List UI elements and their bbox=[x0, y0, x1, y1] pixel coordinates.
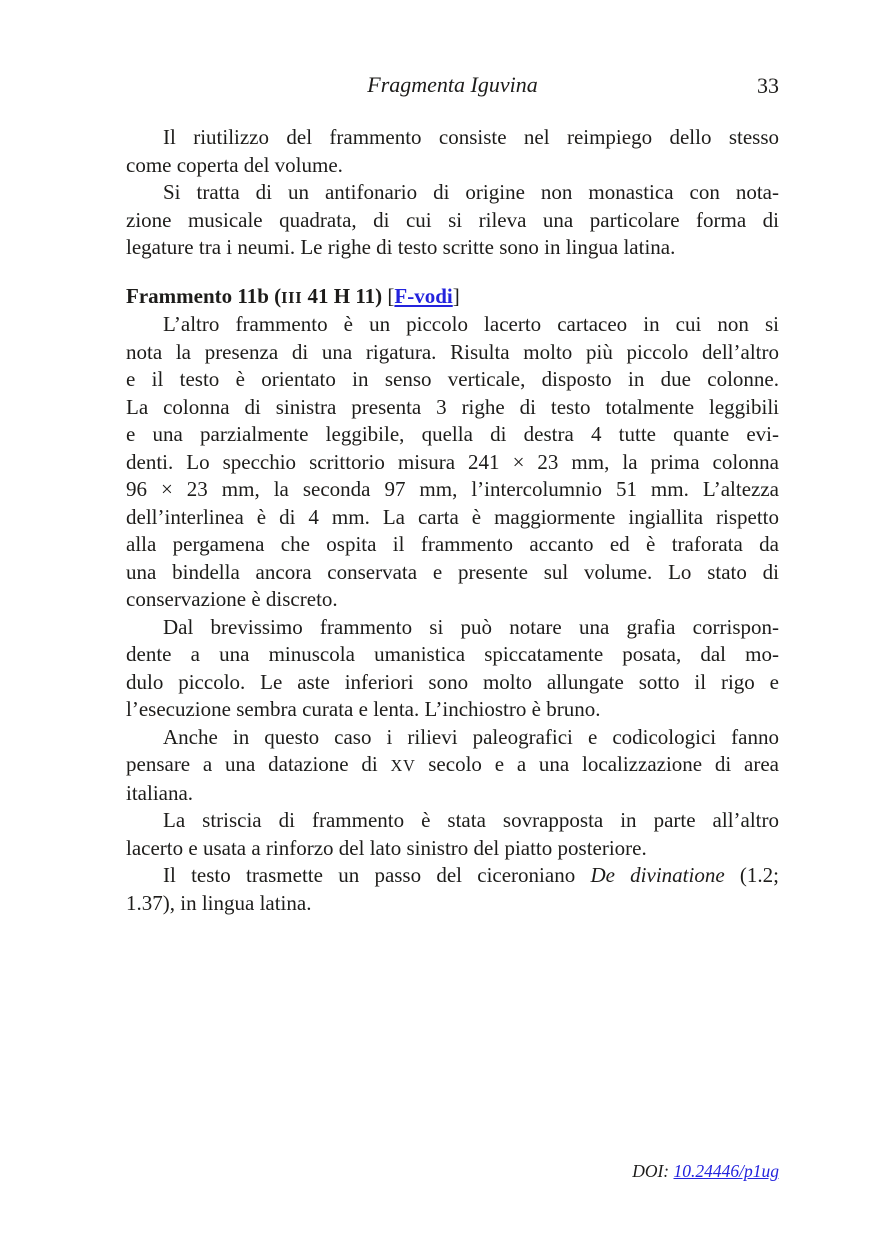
text-segment: III bbox=[281, 287, 303, 307]
paragraph bbox=[126, 179, 779, 262]
text-segment: zione musicale quadrata, di cui si rileva una particolare forma di bbox=[126, 207, 779, 232]
running-title: Fragmenta Iguvina bbox=[367, 72, 538, 97]
paragraph bbox=[126, 124, 779, 179]
paragraph bbox=[126, 311, 779, 614]
text-segment: Si tratta di un antifonario di origine non monastica con nota- bbox=[163, 180, 779, 204]
paragraph bbox=[126, 862, 779, 917]
text-segment: italiana. bbox=[126, 780, 194, 805]
text-line bbox=[126, 449, 779, 477]
text-segment: ] bbox=[452, 283, 460, 308]
text-segment: XV bbox=[390, 756, 416, 775]
text-segment: denti. Lo specchio scrittorio misura 241 × 23 mm, la prima colonna bbox=[126, 449, 779, 474]
text-segment: dell’interlinea è di 4 mm. La carta è maggiormente ingiallita rispetto bbox=[126, 504, 779, 529]
text-line bbox=[126, 780, 779, 808]
text-line bbox=[126, 559, 779, 587]
text-segment: legature tra i neumi. Le righe di testo scritte sono in lingua latina. bbox=[126, 235, 676, 259]
text-segment: nota la presenza di una rigatura. Risulta molto più piccolo dell’altro bbox=[126, 339, 779, 364]
text-line bbox=[126, 531, 779, 559]
text-segment: pensare a una datazione di bbox=[126, 752, 391, 776]
text-line bbox=[126, 669, 779, 697]
text-line bbox=[126, 586, 779, 614]
text-line bbox=[126, 207, 779, 235]
text-segment: Il riutilizzo del frammento consiste nel reimpiego dello stesso bbox=[163, 125, 779, 149]
text-column bbox=[126, 124, 779, 917]
paragraph bbox=[126, 807, 779, 862]
text-segment: 96 × 23 mm, la seconda 97 mm, l’intercolumnio 51 mm. L’altezza bbox=[126, 477, 779, 501]
text-line bbox=[126, 696, 779, 724]
text-segment: Frammento 11b ( bbox=[126, 283, 282, 308]
text-segment: conservazione è discreto. bbox=[126, 587, 338, 611]
text-segment: alla pergamena che ospita il frammento accanto ed è traforata da bbox=[126, 532, 779, 556]
section-heading bbox=[126, 283, 779, 312]
text-segment: l’esecuzione sembra curata e lenta. L’inchiostro è bruno. bbox=[126, 697, 601, 721]
text-segment: dulo piccolo. Le aste inferiori sono molto allungate sotto il rigo e bbox=[126, 669, 779, 694]
text-line bbox=[126, 152, 779, 180]
text-segment: secolo e a una localizzazione di area bbox=[415, 752, 779, 776]
text-segment: dente a una minuscola umanistica spiccatamente posata, dal mo- bbox=[126, 642, 779, 666]
text-segment: L’altro frammento è un piccolo lacerto cartaceo in cui non si bbox=[163, 312, 779, 336]
text-line bbox=[126, 366, 779, 394]
text-line bbox=[126, 807, 779, 835]
text-segment: (1.2; bbox=[724, 863, 779, 887]
text-line bbox=[126, 835, 779, 863]
text-segment: [ bbox=[387, 283, 395, 308]
text-line bbox=[126, 504, 779, 532]
text-segment: e il testo è orientato in senso verticale, disposto in due colonne. bbox=[126, 367, 779, 391]
text-line bbox=[126, 234, 779, 262]
text-line bbox=[126, 124, 779, 152]
footer bbox=[126, 1160, 779, 1182]
text-line bbox=[126, 476, 779, 504]
text-segment: Anche in questo caso i rilievi paleografici e codicologici fanno bbox=[163, 724, 779, 749]
paragraph bbox=[126, 724, 779, 808]
text-line bbox=[126, 421, 779, 449]
text-line bbox=[126, 283, 779, 312]
doi-label: DOI: bbox=[632, 1161, 674, 1181]
page-number: 33 bbox=[757, 73, 779, 98]
text-line bbox=[126, 339, 779, 367]
text-line bbox=[126, 890, 779, 918]
text-line bbox=[126, 394, 779, 422]
text-segment: Dal brevissimo frammento si può notare una grafia corrispon- bbox=[163, 614, 779, 639]
text-segment: De divinatione bbox=[590, 863, 725, 887]
text-segment: lacerto e usata a rinforzo del lato sinistro del piatto posteriore. bbox=[126, 835, 647, 860]
text-line bbox=[126, 311, 779, 339]
f-vodi-link[interactable]: F-vodi bbox=[394, 283, 453, 308]
text-segment: una bindella ancora conservata e presente sul volume. Lo stato di bbox=[126, 559, 779, 584]
text-segment: e una parzialmente leggibile, quella di destra 4 tutte quante evi- bbox=[126, 422, 779, 446]
text-line bbox=[126, 179, 779, 207]
text-segment: La striscia di frammento è stata sovrapposta in parte all’altro bbox=[163, 808, 779, 832]
text-segment: 41 H 11) bbox=[302, 283, 388, 308]
paragraph bbox=[126, 614, 779, 724]
text-segment: Il testo trasmette un passo del ciceroniano bbox=[163, 863, 591, 887]
text-line bbox=[126, 641, 779, 669]
text-line bbox=[126, 751, 779, 780]
text-segment: La colonna di sinistra presenta 3 righe di testo totalmente leggibili bbox=[126, 394, 779, 419]
text-segment: come coperta del volume. bbox=[126, 152, 343, 177]
text-segment: 1.37), in lingua latina. bbox=[126, 890, 312, 915]
text-line bbox=[126, 724, 779, 752]
text-line bbox=[126, 614, 779, 642]
doi-link[interactable]: 10.24446/p1ug bbox=[673, 1161, 779, 1181]
text-line bbox=[126, 862, 779, 890]
